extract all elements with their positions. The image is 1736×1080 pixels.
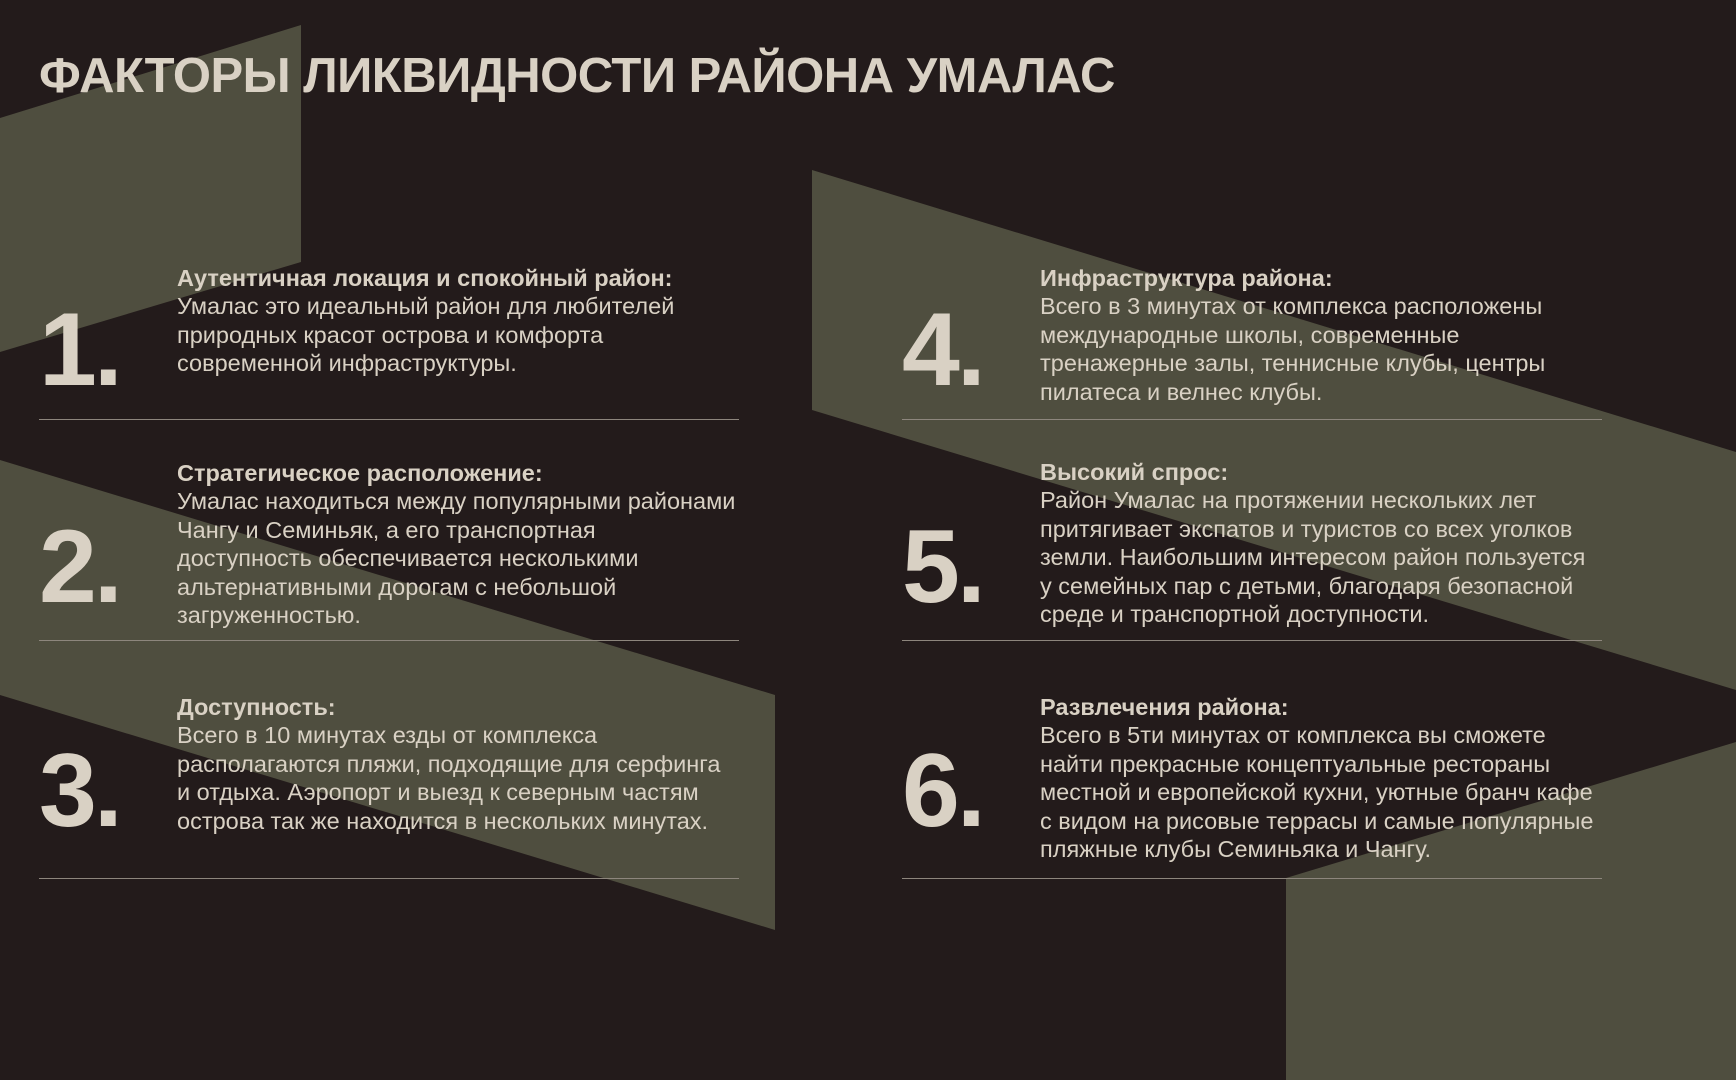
factor-description: Всего в 3 минутах от комплекса расположены международные школы, современные тренажерные залы, теннисные клубы, центры пилатеса и велнес клубы. — [1040, 293, 1546, 405]
factor-description: Умалас это идеальный район для любителей природных красот острова и комфорта современной инфраструктуры. — [177, 293, 675, 377]
divider — [902, 878, 1602, 879]
divider — [39, 419, 739, 420]
page-title: ФАКТОРЫ ЛИКВИДНОСТИ РАЙОНА УМАЛАС — [39, 49, 1115, 103]
factor-item-2 — [39, 457, 739, 642]
factor-number: 3. — [39, 733, 120, 849]
divider — [902, 640, 1602, 641]
factor-number: 4. — [902, 292, 983, 408]
divider — [39, 640, 739, 641]
factor-description: Район Умалас на протяжении нескольких лет притягивает экспатов и туристов со всех уголков земли. Наибольшим интересом район пользуется у семейных пар с детьми, благодаря безопасной среде и транспортной доступности. — [1040, 487, 1586, 628]
factor-item-1 — [39, 262, 739, 422]
factor-heading: Развлечения района: — [1040, 694, 1289, 720]
factor-heading: Стратегическое расположение: — [177, 460, 543, 486]
factor-text — [1040, 693, 1600, 863]
factor-heading: Инфраструктура района: — [1040, 265, 1333, 291]
factor-text — [1040, 264, 1600, 406]
factor-number: 2. — [39, 509, 120, 625]
factor-heading: Доступность: — [177, 694, 336, 720]
factor-description: Всего в 5ти минутах от комплекса вы сможете найти прекрасные концептуальные рестораны местной и европейской кухни, уютные бранч кафе с видом на рисовые террасы и самые популярные пляжные клубы Семиньяка и Чангу. — [1040, 722, 1594, 863]
factor-heading: Аутентичная локация и спокойный район: — [177, 265, 673, 291]
factor-description: Умалас находиться между популярными районами Чангу и Семиньяк, а его транспортная доступность обеспечивается несколькими альтернативными дорогам с небольшой загруженностью. — [177, 488, 736, 629]
factor-text — [1040, 458, 1600, 628]
factor-number: 6. — [902, 733, 983, 849]
factor-heading: Высокий спрос: — [1040, 459, 1229, 485]
divider — [902, 419, 1602, 420]
factor-text — [177, 693, 737, 835]
factor-item-4 — [902, 262, 1602, 422]
factor-text — [177, 264, 737, 378]
factor-number: 5. — [902, 509, 983, 625]
factor-number: 1. — [39, 292, 120, 408]
factor-description: Всего в 10 минутах езды от комплекса располагаются пляжи, подходящие для серфинга и отдыха. Аэропорт и выезд к северным частям острова так же находится в нескольких минутах. — [177, 722, 721, 834]
factor-item-3 — [39, 691, 739, 881]
factor-text — [177, 459, 737, 629]
factor-item-6 — [902, 691, 1602, 881]
factor-item-5 — [902, 456, 1602, 641]
divider — [39, 878, 739, 879]
